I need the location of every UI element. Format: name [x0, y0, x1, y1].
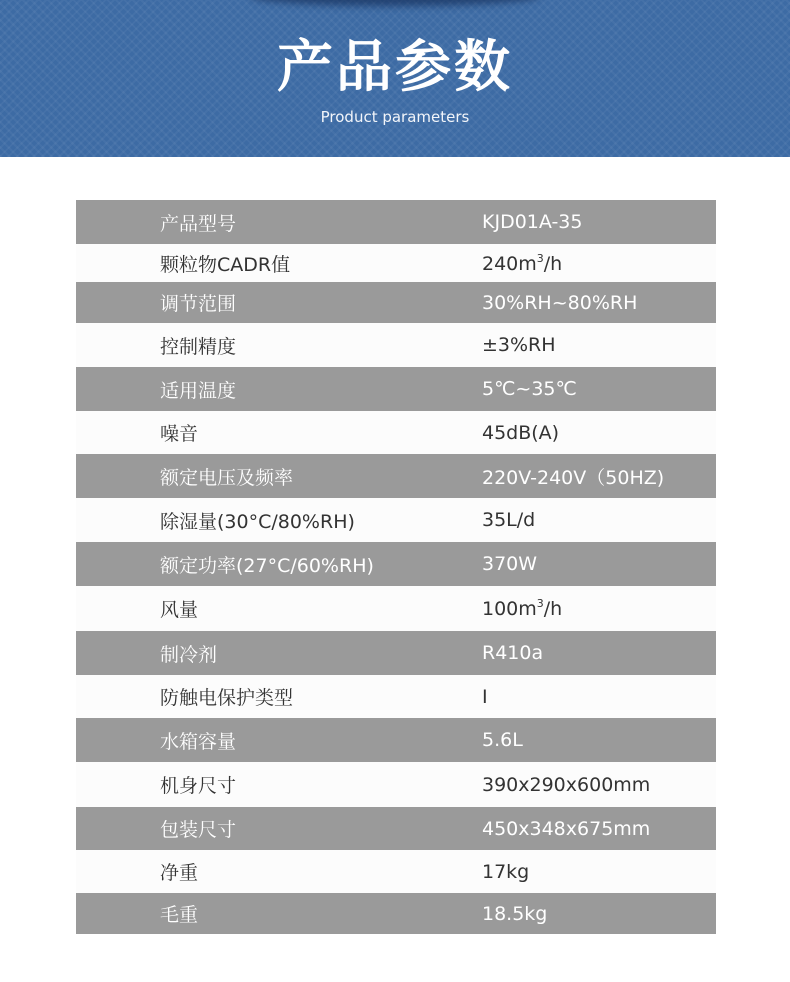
- row-label: 额定电压及频率: [160, 466, 294, 489]
- row-value: KJD01A-35: [482, 211, 583, 233]
- row-label: 产品型号: [160, 212, 237, 235]
- row-value: 17kg: [482, 860, 530, 883]
- table-row: [76, 411, 716, 454]
- row-label: 噪音: [160, 423, 199, 445]
- row-value: 5℃~35℃: [482, 378, 577, 400]
- table-row: [76, 762, 716, 807]
- row-value: $100m^3/h$: [482, 597, 563, 620]
- page-subtitle: Product parameters: [320, 108, 470, 126]
- header-banner: [0, 0, 790, 157]
- page-title: 产品参数: [277, 35, 513, 100]
- banner-shadow-decoration: [250, 0, 540, 6]
- row-label: 适用温度: [160, 379, 237, 402]
- parameters-table: [76, 200, 716, 934]
- table-row: [76, 893, 716, 934]
- table-row: [76, 850, 716, 893]
- row-value: 390x290x600mm: [482, 773, 651, 796]
- row-value: 450x348x675mm: [482, 817, 651, 840]
- row-label: 除湿量(30°C/80%RH): [160, 510, 355, 533]
- row-label: 控制精度: [160, 335, 237, 358]
- table-row: [76, 586, 716, 631]
- row-value: 18.5kg: [482, 902, 548, 925]
- row-value: 30%RH~80%RH: [482, 291, 638, 314]
- table-row: [76, 323, 716, 367]
- row-value: $240m^3/h$: [482, 251, 563, 275]
- table-row: [76, 542, 716, 586]
- row-label: 净重: [160, 862, 199, 884]
- row-value: ±3%RH: [482, 334, 556, 356]
- row-label: 风量: [160, 599, 199, 621]
- row-value: 45dB(A): [482, 421, 560, 444]
- row-label: 包装尺寸: [160, 819, 237, 841]
- row-value: I: [482, 685, 488, 708]
- table-row: [76, 282, 716, 323]
- table-row: [76, 498, 716, 542]
- row-value: 220V-240V（50HZ): [482, 466, 665, 489]
- table-row: [76, 675, 716, 718]
- table-row: [76, 367, 716, 411]
- row-label: 机身尺寸: [160, 775, 237, 797]
- row-label: 防触电保护类型: [160, 687, 294, 709]
- table-row: [76, 200, 716, 244]
- table-row: [76, 718, 716, 762]
- row-value: 5.6L: [482, 729, 523, 751]
- row-value: 35L/d: [482, 509, 536, 531]
- row-label: 水箱容量: [160, 730, 237, 753]
- table-row: [76, 244, 716, 282]
- table-row: [76, 631, 716, 675]
- row-label: 颗粒物CADR值: [160, 253, 291, 276]
- row-label: 调节范围: [160, 293, 237, 315]
- row-label: 额定功率(27°C/60%RH): [160, 554, 374, 577]
- row-value: R410a: [482, 642, 544, 664]
- row-value: 370W: [482, 553, 538, 575]
- row-label: 制冷剂: [160, 643, 218, 666]
- row-label: 毛重: [160, 904, 199, 926]
- table-row: [76, 454, 716, 498]
- table-row: [76, 807, 716, 850]
